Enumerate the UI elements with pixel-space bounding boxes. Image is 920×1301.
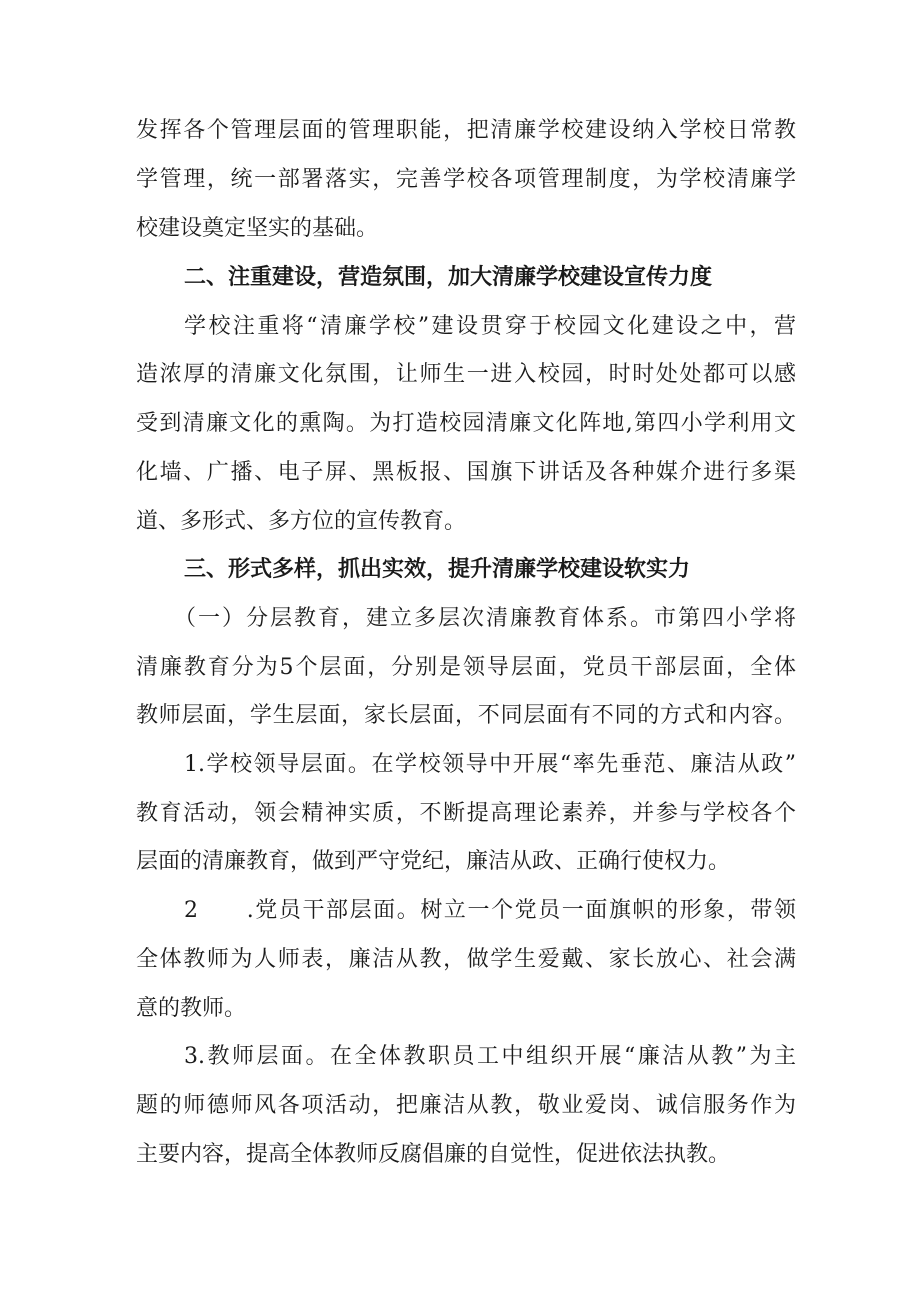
paragraph-line: 2 .党员干部层面。树立一个党员一面旗帜的形象，带领 <box>184 898 796 923</box>
paragraph-line: 受到清廉文化的熏陶。为打造校园清廉文化阵地,第四小学利用文 <box>136 411 796 436</box>
paragraph-line: （一）分层教育，建立多层次清廉教育体系。市第四小学将 <box>174 606 796 631</box>
paragraph-line: 校建设奠定坚实的基础。 <box>136 216 379 241</box>
paragraph-line: 发挥各个管理层面的管理职能，把清廉学校建设纳入学校日常教 <box>136 118 796 143</box>
paragraph-line: 层面的清廉教育，做到严守党纪，廉洁从政、正确行使权力。 <box>136 849 731 874</box>
paragraph-line: 学校注重将“清廉学校”建设贯穿于校园文化建设之中，营 <box>184 314 796 339</box>
paragraph-line: 造浓厚的清廉文化氛围，让师生一进入校园，时时处处都可以感 <box>136 362 796 387</box>
paragraph-line: 1.学校领导层面。在学校领导中开展“率先垂范、廉洁从政” <box>184 752 796 777</box>
paragraph-line: 意的教师。 <box>136 996 247 1021</box>
paragraph-line: 3.教师层面。在全体教职员工中组织开展“廉洁从教”为主 <box>184 1044 796 1069</box>
paragraph-line: 清廉教育分为5个层面，分别是领导层面，党员干部层面，全体 <box>136 655 796 680</box>
paragraph-line: 题的师德师风各项活动，把廉洁从教，敬业爱岗、诚信服务作为 <box>136 1093 796 1118</box>
section-heading-3: 三、形式多样，抓出实效，提升清廉学校建设软实力 <box>184 557 691 582</box>
paragraph-line: 化墙、广播、电子屏、黑板报、国旗下讲话及各种媒介进行多渠 <box>136 460 796 485</box>
paragraph-line: 教师层面，学生层面，家长层面，不同层面有不同的方式和内容。 <box>136 703 796 728</box>
paragraph-line: 教育活动，领会精神实质，不断提高理论素养，并参与学校各个 <box>136 801 796 826</box>
paragraph-line: 主要内容，提高全体教师反腐倡廉的自觉性，促进依法执教。 <box>136 1142 731 1167</box>
paragraph-line: 学管理，统一部署落实，完善学校各项管理制度，为学校清廉学 <box>136 167 796 192</box>
paragraph-line: 全体教师为人师表，廉洁从教，做学生爱戴、家长放心、社会满 <box>136 947 796 972</box>
section-heading-2: 二、注重建设，营造氛围，加大清廉学校建设宣传力度 <box>184 265 713 290</box>
paragraph-line: 道、多形式、多方位的宣传教育。 <box>136 509 467 534</box>
